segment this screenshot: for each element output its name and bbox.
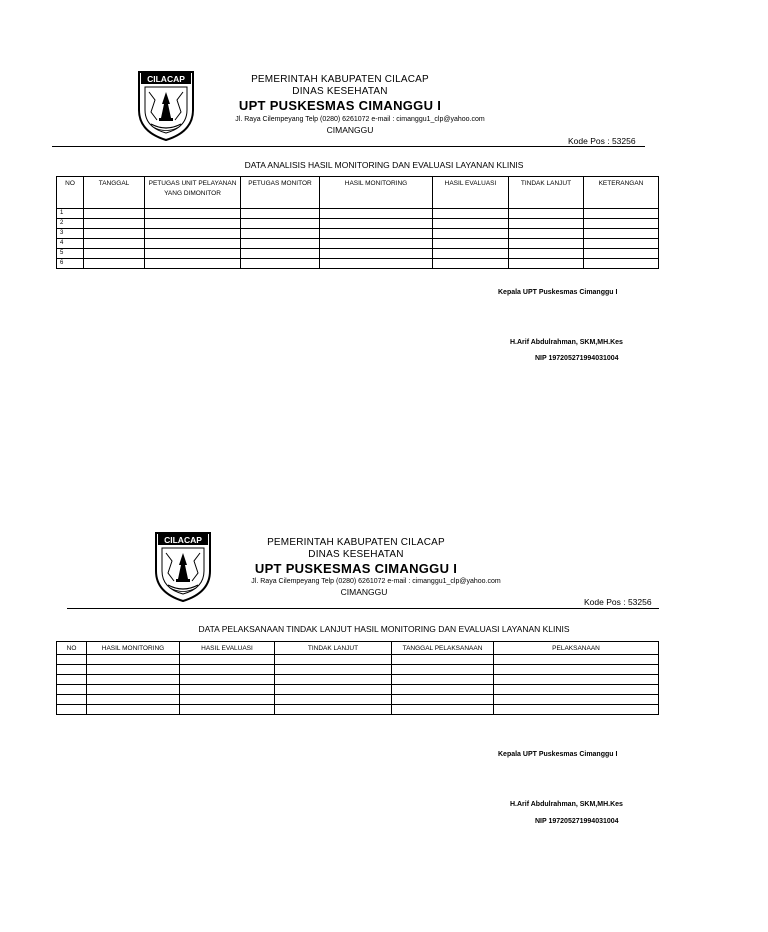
table-row bbox=[57, 259, 659, 269]
col-header-tanggal-pelaksanaan: TANGGAL PELAKSANAAN bbox=[392, 642, 494, 655]
logo-text: CILACAP bbox=[164, 535, 202, 545]
table-row bbox=[57, 229, 659, 239]
logo-text: CILACAP bbox=[147, 74, 185, 84]
row-number: 4 bbox=[57, 239, 84, 249]
header-postal: Kode Pos : 53256 bbox=[568, 136, 636, 146]
col-header-tindak-lanjut: TINDAK LANJUT bbox=[275, 642, 392, 655]
table-row bbox=[57, 239, 659, 249]
header-postal: Kode Pos : 53256 bbox=[584, 597, 652, 607]
col-header-tindak-lanjut: TINDAK LANJUT bbox=[509, 177, 584, 209]
header-line1: PEMERINTAH KABUPATEN CILACAP bbox=[251, 74, 429, 85]
row-number: 2 bbox=[57, 219, 84, 229]
table-row bbox=[57, 655, 659, 665]
table-row bbox=[57, 685, 659, 695]
header-line1: PEMERINTAH KABUPATEN CILACAP bbox=[267, 537, 445, 548]
row-number: 1 bbox=[57, 209, 84, 219]
follow-up-table bbox=[56, 641, 659, 715]
header-city: CIMANGGU bbox=[340, 587, 388, 597]
header-city: CIMANGGU bbox=[326, 125, 374, 135]
table-row bbox=[57, 675, 659, 685]
table-row bbox=[57, 219, 659, 229]
header-divider bbox=[52, 146, 645, 147]
header-address: Jl. Raya Cilempeyang Telp (0280) 6261072 e-mail : cimanggu1_clp@yahoo.com bbox=[235, 116, 485, 123]
table-row bbox=[57, 665, 659, 675]
col-header-petugas-unit: PETUGAS UNIT PELAYANAN YANG DIMONITOR bbox=[145, 177, 241, 209]
section1-title: DATA ANALISIS HASIL MONITORING DAN EVALUASI LAYANAN KLINIS bbox=[244, 160, 524, 170]
table-header-row bbox=[57, 177, 659, 209]
col-header-hasil-monitoring: HASIL MONITORING bbox=[320, 177, 433, 209]
signature-nip-2: NIP 197205271994031004 bbox=[535, 818, 619, 825]
header-address: Jl. Raya Cilempeyang Telp (0280) 6261072 e-mail : cimanggu1_clp@yahoo.com bbox=[251, 578, 501, 585]
col-header-hasil-evaluasi: HASIL EVALUASI bbox=[433, 177, 509, 209]
col-header-hasil-monitoring: HASIL MONITORING bbox=[87, 642, 180, 655]
signature-position-2: Kepala UPT Puskesmas Cimanggu I bbox=[498, 751, 618, 758]
col-header-hasil-evaluasi: HASIL EVALUASI bbox=[180, 642, 275, 655]
row-number: 3 bbox=[57, 229, 84, 239]
col-header-petugas-monitor: PETUGAS MONITOR bbox=[241, 177, 320, 209]
header-divider bbox=[67, 608, 659, 609]
header-line3: UPT PUSKESMAS CIMANGGU I bbox=[254, 561, 458, 576]
col-header-no: NO bbox=[57, 177, 84, 209]
col-header-no: NO bbox=[57, 642, 87, 655]
table-header-row bbox=[57, 642, 659, 655]
table-row bbox=[57, 705, 659, 715]
row-number: 5 bbox=[57, 249, 84, 259]
row-number: 6 bbox=[57, 259, 84, 269]
table-row bbox=[57, 695, 659, 705]
signature-nip-1: NIP 197205271994031004 bbox=[535, 355, 619, 362]
signature-name-2: H.Arif Abdulrahman, SKM,MH.Kes bbox=[510, 801, 623, 808]
col-header-keterangan: KETERANGAN bbox=[584, 177, 659, 209]
col-header-pelaksanaan: PELAKSANAAN bbox=[494, 642, 659, 655]
table-row bbox=[57, 209, 659, 219]
table-row bbox=[57, 249, 659, 259]
signature-name-1: H.Arif Abdulrahman, SKM,MH.Kes bbox=[510, 339, 623, 346]
monitoring-analysis-table bbox=[56, 176, 659, 269]
header-line2: DINAS KESEHATAN bbox=[308, 549, 404, 560]
header-line3: UPT PUSKESMAS CIMANGGU I bbox=[238, 98, 442, 113]
section2-title: DATA PELAKSANAAN TINDAK LANJUT HASIL MONITORING DAN EVALUASI LAYANAN KLINIS bbox=[198, 624, 570, 634]
col-header-tanggal: TANGGAL bbox=[84, 177, 145, 209]
header-line2: DINAS KESEHATAN bbox=[292, 86, 388, 97]
signature-position-1: Kepala UPT Puskesmas Cimanggu I bbox=[498, 289, 618, 296]
